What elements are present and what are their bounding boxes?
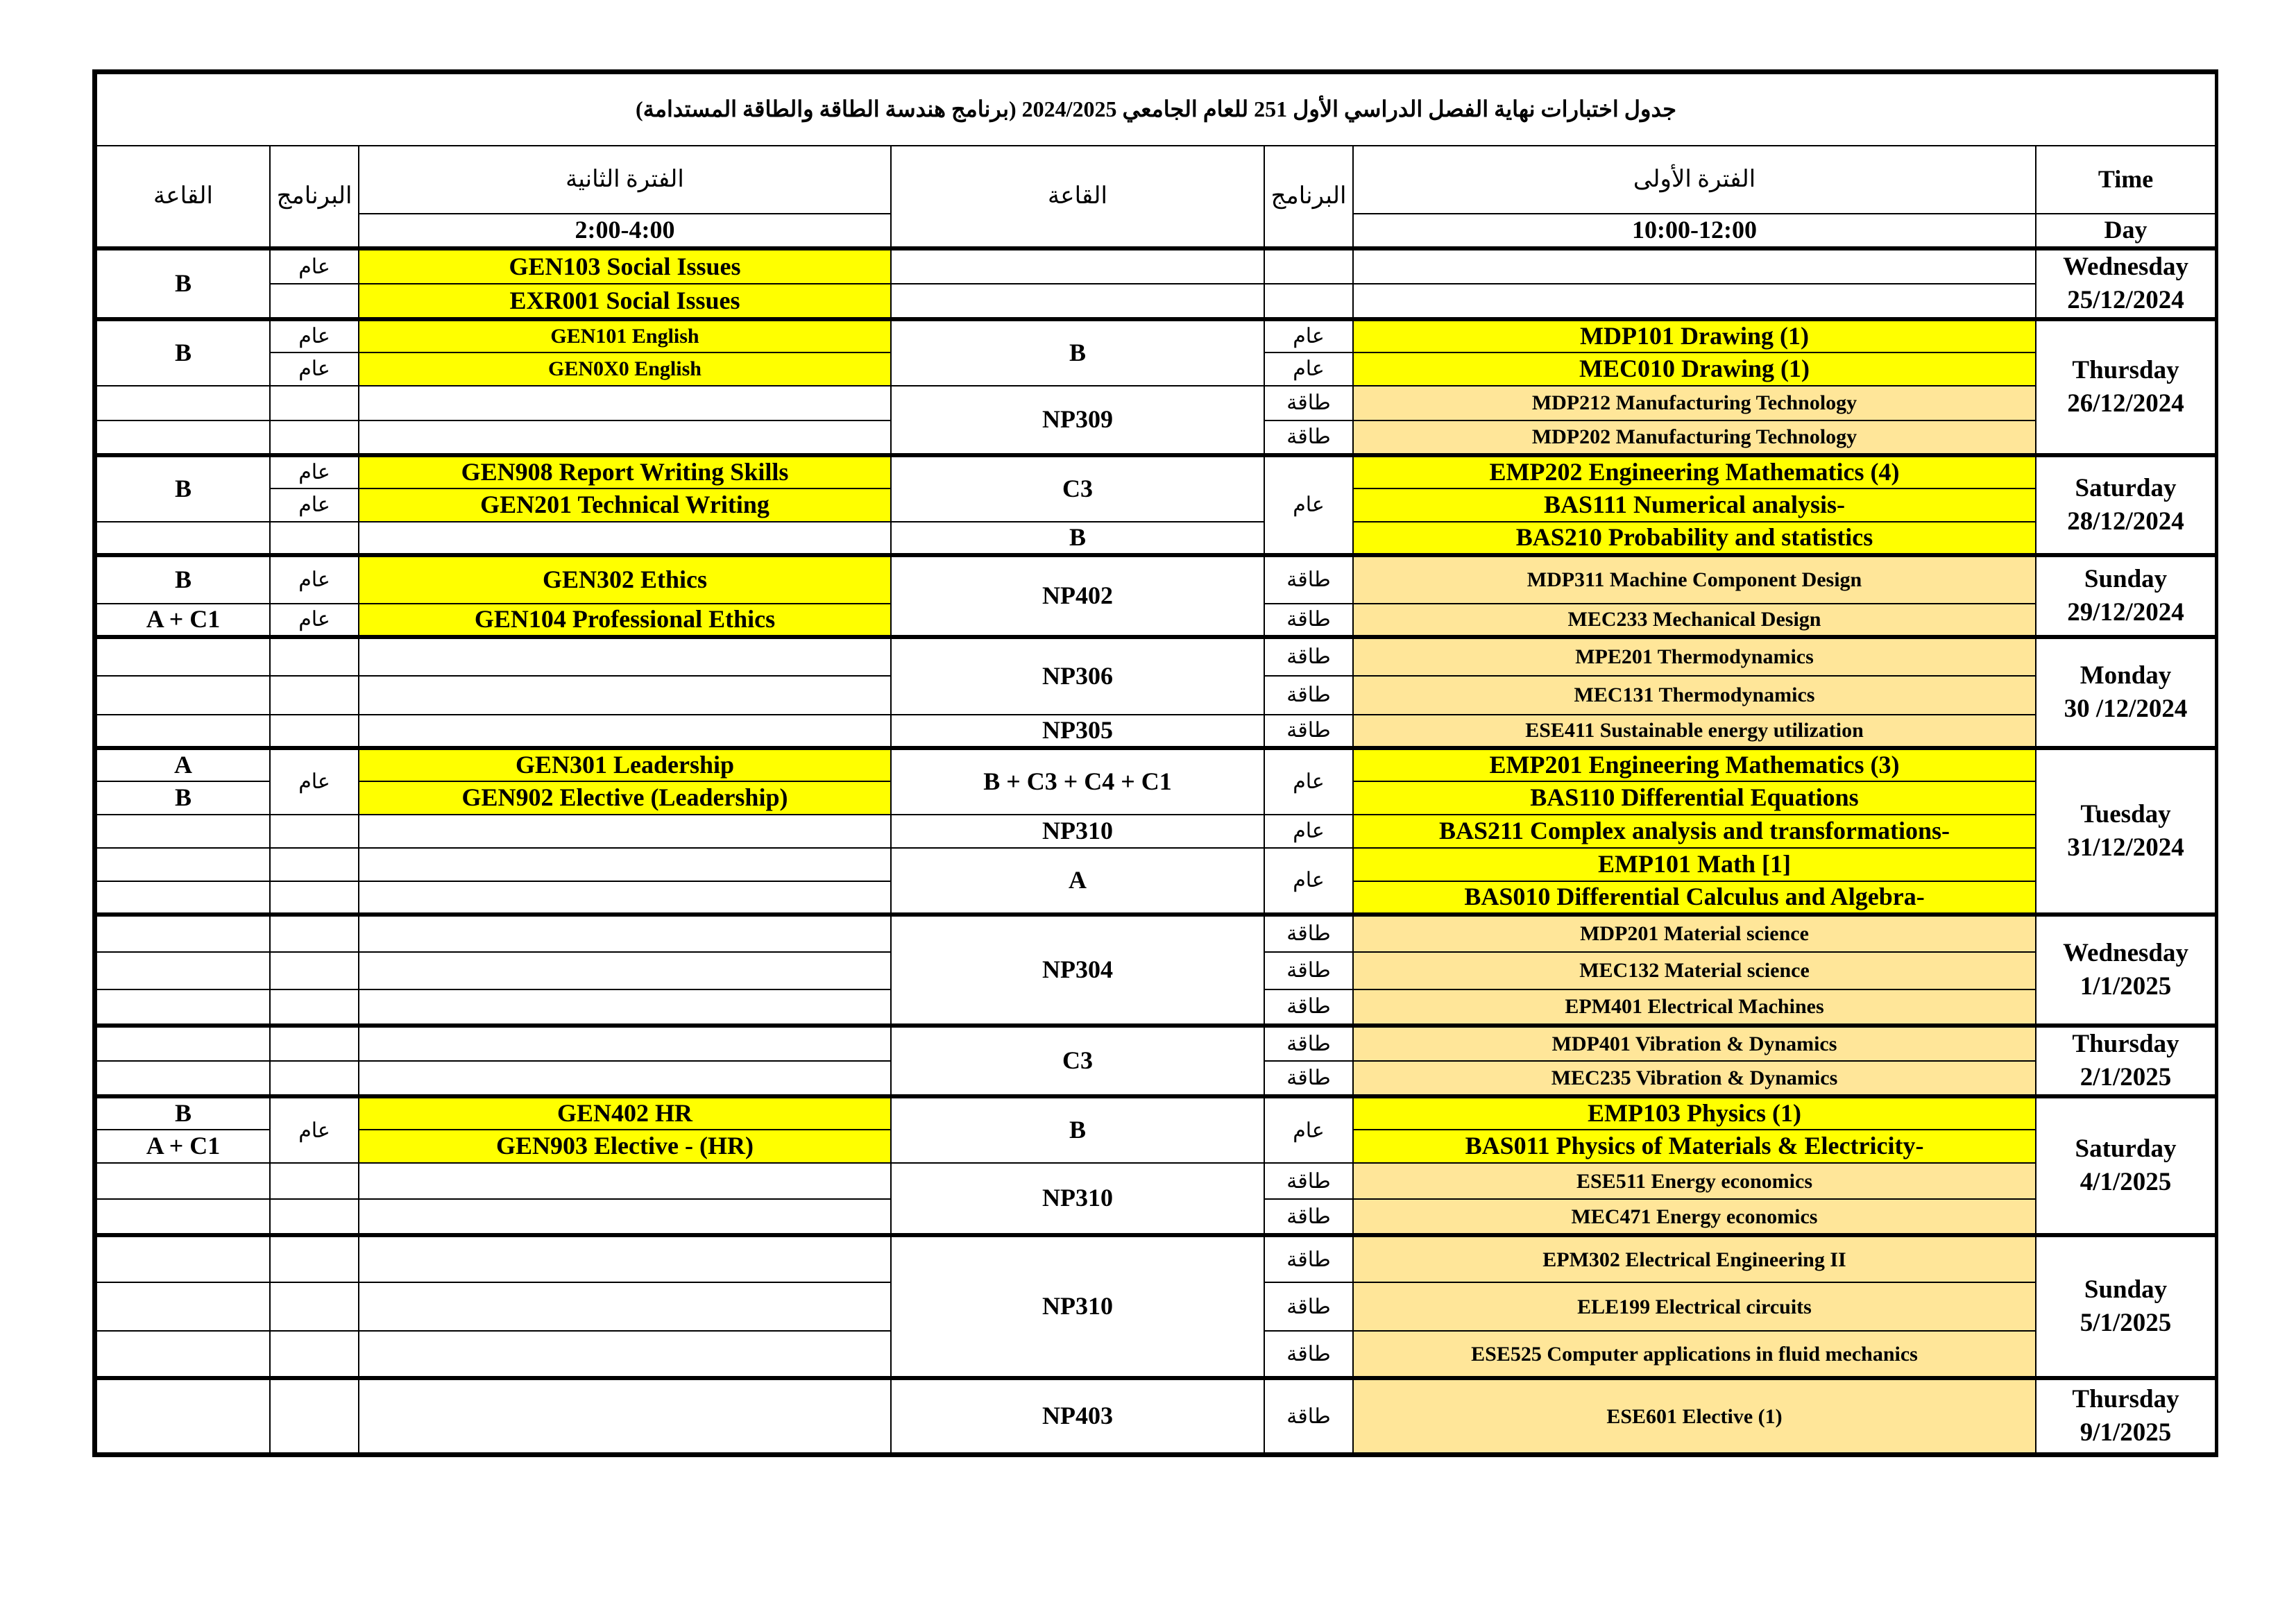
header-period2-time: 2:00-4:00 xyxy=(359,214,891,248)
day-cell: Thursday 9/1/2025 xyxy=(2036,1378,2216,1453)
p1-course: BAS211 Complex analysis and transformations- xyxy=(1353,815,2036,848)
p1-program-empty xyxy=(1264,284,1353,319)
p2-course-empty xyxy=(359,1331,891,1378)
p1-course: MEC235 Vibration & Dynamics xyxy=(1353,1061,2036,1096)
p1-program: طاقة xyxy=(1264,386,1353,420)
header-program-p1: البرنامج xyxy=(1264,146,1353,248)
day-cell: Sunday 5/1/2025 xyxy=(2036,1235,2216,1378)
p2-room-empty xyxy=(96,1282,270,1331)
p1-program: طاقة xyxy=(1264,637,1353,676)
p1-course: MDP101 Drawing (1) xyxy=(1353,319,2036,352)
p1-program: طاقة xyxy=(1264,676,1353,715)
p2-program: عام xyxy=(270,455,359,488)
p1-room-empty xyxy=(891,248,1264,284)
p1-course: BAS210 Probability and statistics xyxy=(1353,522,2036,555)
p1-room: NP402 xyxy=(891,555,1264,637)
header-hall-p2: القاعة xyxy=(96,146,270,248)
p1-room: C3 xyxy=(891,1026,1264,1096)
p2-program: عام xyxy=(270,319,359,352)
p2-room-empty xyxy=(96,420,270,455)
p2-course-empty xyxy=(359,815,891,848)
p1-course-empty xyxy=(1353,284,2036,319)
p1-course: BAS011 Physics of Materials & Electricity- xyxy=(1353,1130,2036,1163)
p2-room-empty xyxy=(96,815,270,848)
p2-room-empty xyxy=(96,637,270,676)
p2-room-empty xyxy=(96,1199,270,1235)
p1-course: ESE511 Energy economics xyxy=(1353,1163,2036,1199)
p1-course: ELE199 Electrical circuits xyxy=(1353,1282,2036,1331)
p1-course: MEC132 Material science xyxy=(1353,952,2036,989)
p1-program: طاقة xyxy=(1264,1331,1353,1378)
p1-course: ESE525 Computer applications in fluid mechanics xyxy=(1353,1331,2036,1378)
day-cell: Monday 30 /12/2024 xyxy=(2036,637,2216,748)
p2-program-empty xyxy=(270,420,359,455)
p1-course: MDP401 Vibration & Dynamics xyxy=(1353,1026,2036,1061)
p1-program: طاقة xyxy=(1264,1282,1353,1331)
p2-room-empty xyxy=(96,1026,270,1061)
p1-program: طاقة xyxy=(1264,1235,1353,1282)
p1-course: EPM401 Electrical Machines xyxy=(1353,989,2036,1026)
p2-course: GEN0X0 English xyxy=(359,352,891,386)
p2-course-empty xyxy=(359,952,891,989)
day-cell: Saturday 28/12/2024 xyxy=(2036,455,2216,555)
p1-course: EMP101 Math [1] xyxy=(1353,848,2036,881)
day-cell: Sunday 29/12/2024 xyxy=(2036,555,2216,637)
p1-program: عام xyxy=(1264,352,1353,386)
p2-course: GEN301 Leadership xyxy=(359,748,891,781)
p2-course: GEN402 HR xyxy=(359,1096,891,1130)
p1-room: NP310 xyxy=(891,1163,1264,1235)
header-day: Day xyxy=(2036,214,2216,248)
p1-program: عام xyxy=(1264,848,1353,915)
exam-schedule-sheet xyxy=(92,69,2218,1457)
p2-room-empty xyxy=(96,848,270,881)
p1-room: NP306 xyxy=(891,637,1264,715)
p2-room-empty xyxy=(96,1235,270,1282)
p2-program: عام xyxy=(270,604,359,637)
p1-room: B xyxy=(891,319,1264,386)
p2-program-empty xyxy=(270,522,359,555)
header-period1: الفترة الأولى xyxy=(1353,146,2036,214)
schedule-title: جدول اختبارات نهاية الفصل الدراسي الأول 251 للعام الجامعي 2024/2025 (برنامج هندسة الطاقة والطاقة المستدامة) xyxy=(96,74,2216,146)
p2-course-empty xyxy=(359,881,891,915)
p2-course-empty xyxy=(359,1378,891,1453)
p2-course: GEN902 Elective (Leadership) xyxy=(359,781,891,815)
p2-course-empty xyxy=(359,637,891,676)
p2-program: عام xyxy=(270,1096,359,1163)
p1-course: MEC010 Drawing (1) xyxy=(1353,352,2036,386)
p1-program: عام xyxy=(1264,319,1353,352)
day-cell: Thursday 26/12/2024 xyxy=(2036,319,2216,455)
p2-room-empty xyxy=(96,1378,270,1453)
day-cell: Wednesday 1/1/2025 xyxy=(2036,915,2216,1026)
p2-room: B xyxy=(96,781,270,815)
p2-course-empty xyxy=(359,715,891,748)
p1-room: NP305 xyxy=(891,715,1264,748)
p1-course: EMP202 Engineering Mathematics (4) xyxy=(1353,455,2036,488)
p2-room-empty xyxy=(96,386,270,420)
p2-room-empty xyxy=(96,1331,270,1378)
p1-program: طاقة xyxy=(1264,1378,1353,1453)
p1-program: عام xyxy=(1264,455,1353,555)
p1-course: MDP201 Material science xyxy=(1353,915,2036,952)
header-program-p2: البرنامج xyxy=(270,146,359,248)
p1-course: EMP201 Engineering Mathematics (3) xyxy=(1353,748,2036,781)
day-cell: Wednesday 25/12/2024 xyxy=(2036,248,2216,319)
p2-course-empty xyxy=(359,1235,891,1282)
p1-course: MDP311 Machine Component Design xyxy=(1353,555,2036,604)
p2-course: GEN103 Social Issues xyxy=(359,248,891,284)
p1-course: BAS110 Differential Equations xyxy=(1353,781,2036,815)
p2-room-empty xyxy=(96,989,270,1026)
p2-room: B xyxy=(96,455,270,522)
day-cell: Tuesday 31/12/2024 xyxy=(2036,748,2216,915)
p1-course: BAS111 Numerical analysis- xyxy=(1353,488,2036,522)
p2-program-empty xyxy=(270,386,359,420)
p1-program: طاقة xyxy=(1264,1061,1353,1096)
p2-room-empty xyxy=(96,1163,270,1199)
p2-room-empty xyxy=(96,1061,270,1096)
p1-program: طاقة xyxy=(1264,715,1353,748)
p2-room: A xyxy=(96,748,270,781)
p2-program-empty xyxy=(270,1163,359,1199)
p2-program-empty xyxy=(270,1026,359,1061)
exam-schedule-table xyxy=(96,73,2216,1454)
p2-program: عام xyxy=(270,248,359,284)
p1-program: عام xyxy=(1264,815,1353,848)
p2-program: عام xyxy=(270,352,359,386)
p1-program: طاقة xyxy=(1264,1199,1353,1235)
p2-room-empty xyxy=(96,915,270,952)
p2-program-empty xyxy=(270,881,359,915)
day-cell: Thursday 2/1/2025 xyxy=(2036,1026,2216,1096)
p1-program: طاقة xyxy=(1264,555,1353,604)
p1-room: NP310 xyxy=(891,1235,1264,1378)
p2-program-empty xyxy=(270,1282,359,1331)
p2-room-empty xyxy=(96,522,270,555)
p1-program: طاقة xyxy=(1264,915,1353,952)
p1-room: NP310 xyxy=(891,815,1264,848)
p2-program-empty xyxy=(270,1235,359,1282)
p2-program: عام xyxy=(270,488,359,522)
p1-program: عام xyxy=(1264,748,1353,815)
p2-course-empty xyxy=(359,848,891,881)
p2-program-empty xyxy=(270,1378,359,1453)
p2-program-empty xyxy=(270,637,359,676)
p1-course: ESE601 Elective (1) xyxy=(1353,1378,2036,1453)
p1-course: ESE411 Sustainable energy utilization xyxy=(1353,715,2036,748)
p2-course-empty xyxy=(359,676,891,715)
p1-course-empty xyxy=(1353,248,2036,284)
p2-course: GEN104 Professional Ethics xyxy=(359,604,891,637)
p2-program: عام xyxy=(270,748,359,815)
p1-program: عام xyxy=(1264,1096,1353,1163)
p1-course: MEC131 Thermodynamics xyxy=(1353,676,2036,715)
p1-room: C3 xyxy=(891,455,1264,522)
p1-program: طاقة xyxy=(1264,1163,1353,1199)
p2-course: GEN302 Ethics xyxy=(359,555,891,604)
p2-room: A + C1 xyxy=(96,1130,270,1163)
p1-room: B + C3 + C4 + C1 xyxy=(891,748,1264,815)
p2-course-empty xyxy=(359,1026,891,1061)
p2-course-empty xyxy=(359,1282,891,1331)
day-cell: Saturday 4/1/2025 xyxy=(2036,1096,2216,1235)
p1-course: BAS010 Differential Calculus and Algebra- xyxy=(1353,881,2036,915)
p2-program-empty xyxy=(270,1199,359,1235)
p2-program: عام xyxy=(270,555,359,604)
p2-course-empty xyxy=(359,386,891,420)
p1-room: NP304 xyxy=(891,915,1264,1026)
p1-course: EMP103 Physics (1) xyxy=(1353,1096,2036,1130)
p2-course-empty xyxy=(359,989,891,1026)
p1-room: A xyxy=(891,848,1264,915)
p1-program: طاقة xyxy=(1264,1026,1353,1061)
p2-room: B xyxy=(96,319,270,386)
p2-course: GEN201 Technical Writing xyxy=(359,488,891,522)
p2-program-empty xyxy=(270,1061,359,1096)
p2-program-empty xyxy=(270,915,359,952)
p2-room: B xyxy=(96,1096,270,1130)
header-hall-p1: القاعة xyxy=(891,146,1264,248)
p2-program-empty xyxy=(270,284,359,319)
p2-room: B xyxy=(96,248,270,319)
p2-program-empty xyxy=(270,989,359,1026)
p2-program-empty xyxy=(270,952,359,989)
p1-program: طاقة xyxy=(1264,420,1353,455)
p1-program: طاقة xyxy=(1264,952,1353,989)
p2-course-empty xyxy=(359,1199,891,1235)
p2-course: GEN101 English xyxy=(359,319,891,352)
p1-room: B xyxy=(891,522,1264,555)
header-period2: الفترة الثانية xyxy=(359,146,891,214)
p1-course: MEC471 Energy economics xyxy=(1353,1199,2036,1235)
p1-room: NP309 xyxy=(891,386,1264,455)
p2-course-empty xyxy=(359,420,891,455)
p1-room: B xyxy=(891,1096,1264,1163)
p1-course: EPM302 Electrical Engineering II xyxy=(1353,1235,2036,1282)
p2-course-empty xyxy=(359,1061,891,1096)
p1-room-empty xyxy=(891,284,1264,319)
p1-program-empty xyxy=(1264,248,1353,284)
p1-course: MDP212 Manufacturing Technology xyxy=(1353,386,2036,420)
p2-course: GEN903 Elective - (HR) xyxy=(359,1130,891,1163)
p2-course: EXR001 Social Issues xyxy=(359,284,891,319)
header-period1-time: 10:00-12:00 xyxy=(1353,214,2036,248)
p2-room-empty xyxy=(96,715,270,748)
p2-course-empty xyxy=(359,915,891,952)
p2-course-empty xyxy=(359,522,891,555)
p2-room-empty xyxy=(96,952,270,989)
p2-program-empty xyxy=(270,1331,359,1378)
p2-program-empty xyxy=(270,676,359,715)
p1-course: MEC233 Mechanical Design xyxy=(1353,604,2036,637)
p2-program-empty xyxy=(270,815,359,848)
p2-program-empty xyxy=(270,848,359,881)
p1-course: MPE201 Thermodynamics xyxy=(1353,637,2036,676)
p2-room-empty xyxy=(96,676,270,715)
header-time: Time xyxy=(2036,146,2216,214)
p2-room: A + C1 xyxy=(96,604,270,637)
p1-program: طاقة xyxy=(1264,604,1353,637)
p2-room: B xyxy=(96,555,270,604)
p2-course-empty xyxy=(359,1163,891,1199)
p2-program-empty xyxy=(270,715,359,748)
p1-course: MDP202 Manufacturing Technology xyxy=(1353,420,2036,455)
p2-course: GEN908 Report Writing Skills xyxy=(359,455,891,488)
p2-room-empty xyxy=(96,881,270,915)
p1-room: NP403 xyxy=(891,1378,1264,1453)
p1-program: طاقة xyxy=(1264,989,1353,1026)
